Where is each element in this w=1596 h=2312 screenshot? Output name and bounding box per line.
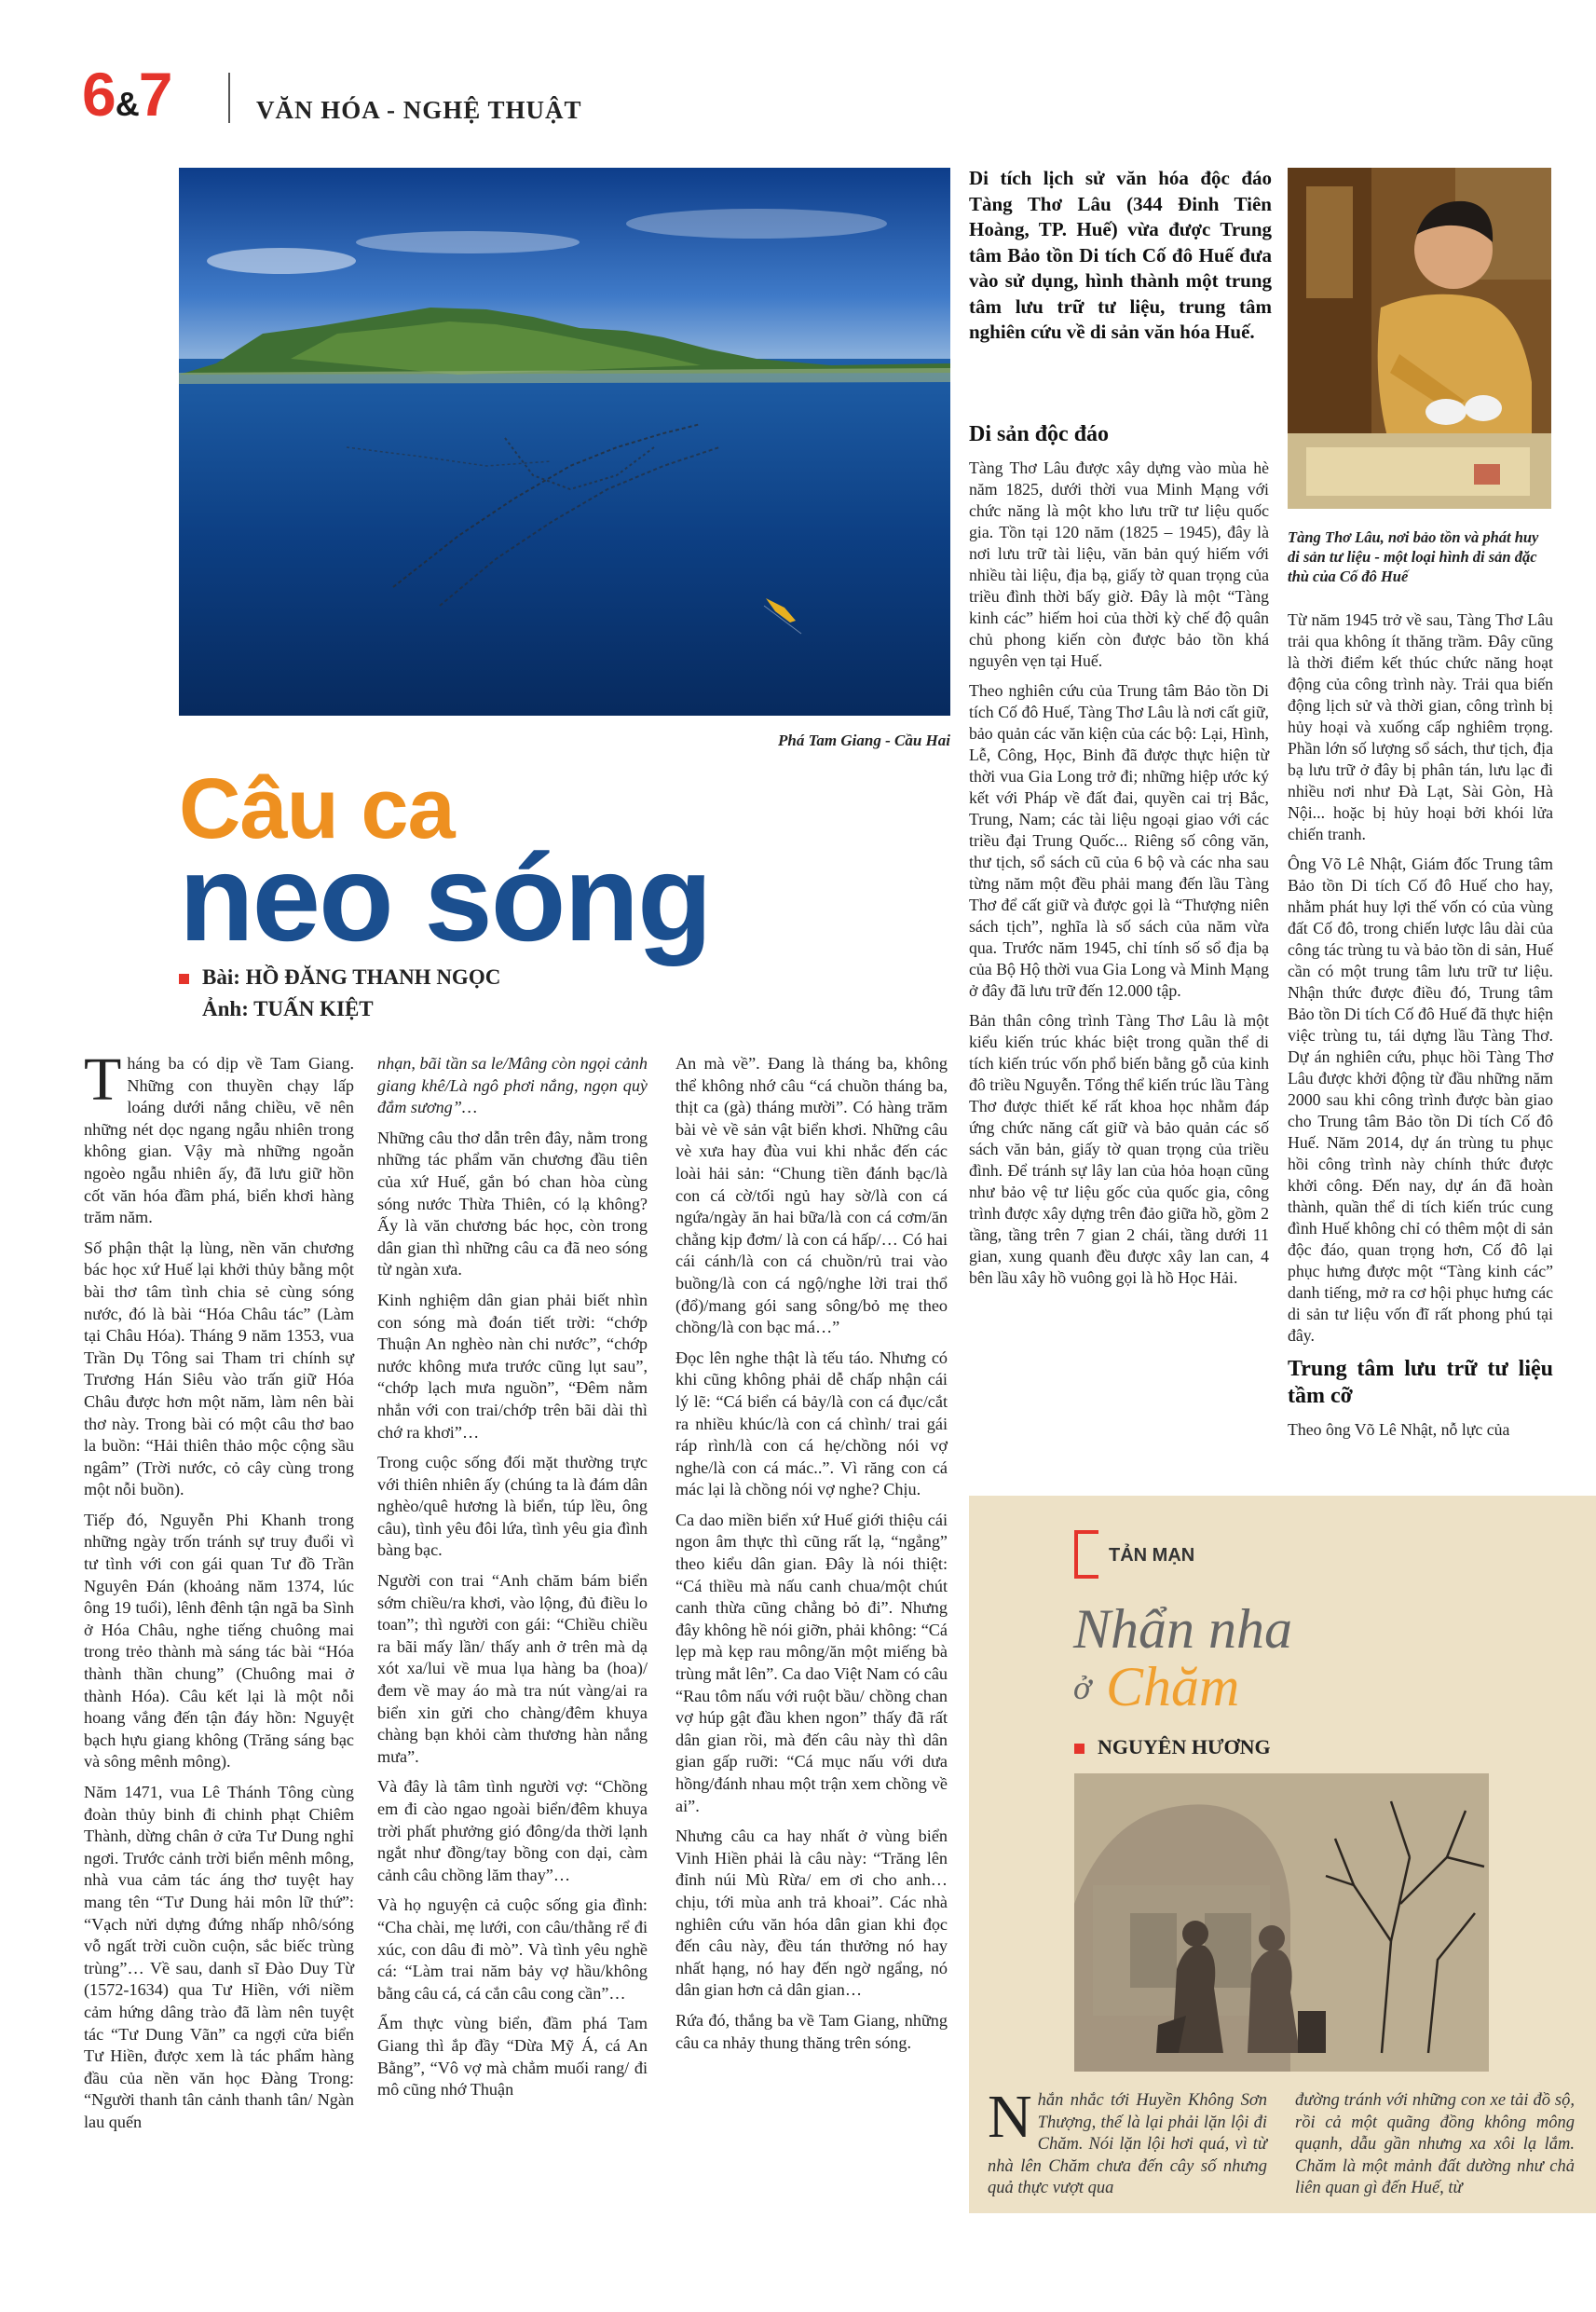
paragraph: Tàng Thơ Lâu được xây dựng vào mùa hè năm 1825, dưới thời vua Minh Mạng với chức năng là một kho lưu trữ tư liệu quốc gia. Tồn tại 120 năm (1825 – 1945), đây là nơi lưu trữ tài liệu, văn bản quý hiếm với nhiều tài liệu, địa bạ, giấy tờ quan trọng của triều đình thời bấy giờ. Đây là một “Tàng kinh các” hiếm hoi của thời kỳ chế độ quân chủ phong kiến còn được bảo tồn khá nguyên vẹn tại Huế.: [969, 458, 1269, 670]
paragraph: Số phận thật lạ lùng, nền văn chương bác học xứ Huế lại khởi thủy bằng một bài thơ tâm tình chia sẻ cùng sóng nước, đó là bài “Hóa Châu tác” (Làm tại Châu Hóa). Tháng 9 năm 1353, vua Trần Dụ Tông sai Tham tri chính sự Trương Hán Siêu vào trấn giữ Hóa Châu được hơn một năm, làm nên bài thơ này. Trong bài có một câu thơ bao la buồn: “Hải thiên thảo mộc cộng sầu ngâm” (Trời nước, cỏ cây cùng trong một nỗi buồn).: [84, 1238, 354, 1499]
page-number-amp: &: [115, 85, 139, 123]
archive-photo-caption: Tàng Thơ Lâu, nơi bảo tồn và phát huy di sản tư liệu - một loại hình di sản đặc thù của Cố đô Huế: [1288, 528, 1539, 585]
paragraph: [84, 1046, 354, 1229]
paragraph: Theo nghiên cứu của Trung tâm Bảo tồn Di tích Cố đô Huế, Tàng Thơ Lâu là nơi cất giữ, bảo quản các văn kiện của các bộ: Lại, Hình, Lễ, Công, Học, Binh đã được thực hiện từ thời vua Gia Long trở đi; những hiệp ước ký kết với Pháp về đất đai, quyền cai trị Bắc, Trung, Nam; các tài liệu ngoại giao với các triều đại Trung Quốc... Riêng số công văn, thư tịch, sổ sách cũ của 6 bộ và các nha sau từng năm một đều phải mang đến lầu Tàng Thơ để cất giữ và được gọi là “Thượng niên sách tịch”, nghĩa là số sách của năm vừa qua. Trước năm 1945, chỉ tính số sổ địa bạ của Bộ Hộ thời vua Gia Long và Minh Mạng ở đây đã lưu trữ đến 12.000 tập.: [969, 681, 1269, 1000]
tan-man-title-o: ở: [1073, 1669, 1092, 1706]
tan-man-illustration-image: [1074, 1773, 1489, 2072]
lagoon-photo-caption: Phá Tam Giang - Cầu Hai: [778, 732, 950, 749]
section-title: VĂN HÓA - NGHỆ THUẬT: [256, 96, 582, 124]
paragraph: Nhưng câu ca hay nhất ở vùng biển Vinh Hiền phải là câu này: “Trăng lên đỉnh núi Mù Rừa/ em ơi cho anh… chịu, tới mùa anh trả khoai”. Các nhà nghiên cứu văn hóa dân gian khi đọc đến câu này, đều tán thưởng nó hay nhất hạng, nó hay đến ngờ ngẩng, nó dân gian hơn cả dân gian…: [675, 1826, 948, 2000]
paragraph: Tiếp đó, Nguyễn Phi Khanh trong những ngày trốn tránh sự truy đuổi vì tư tình với con gái quan Tư đồ Trần Nguyên Đán (khoảng năm 1374, lúc ông 19 tuổi), lênh đênh tận ngã ba Sình ở Hóa Châu, nghe tiếng chuông mai trong trẻo thành mà sáng tác bài “Hóa thành thần chung” (Chuông mai ở thành Hóa). Câu kết lại là một nỗi hoang vắng đến tận đáy hồn: Nguyệt bạch hựu giang không (Trăng sáng bạc và sông mênh mông).: [84, 1510, 354, 1772]
byline-photo: Ảnh: TUẤN KIỆT: [202, 997, 374, 1020]
paragraph: [377, 1053, 648, 1119]
paragraph: Theo ông Võ Lê Nhật, nỗ lực của: [1288, 1420, 1510, 1439]
sidebar-subhead-1: Di sản độc đáo: [969, 422, 1110, 446]
paragraph: Người con trai “Anh chăm bám biển sớm chiều/ra khơi, vào lộng, đủ điều lo toan”; thì người con gái: “Chiều chiều ra bãi mấy lần/ thấy anh ở trên mà dạ xót xa/lui về mua lụa hàng ba (hoa)/đem về may áo mà tra nút vàng/ai ra biển xin gửi cho chàng/đêm khuya chàng bạn khỏi càm thương hàn nắng mưa”.: [377, 1571, 648, 1766]
lagoon-photo: [179, 168, 950, 716]
tan-man-text-col-1: [988, 2083, 1267, 2200]
article-column-1: [84, 1046, 354, 2142]
tan-man-text-col-2: đường tránh với những con xe tải đồ sộ, rồi cả một quãng đồng không mông quạnh, dẫu gần nhưng xa xôi lạ lắm. Chăm là một mảnh đất dường như chả liên quan gì đến Huế, từ: [1295, 2091, 1575, 2197]
article-byline: [179, 962, 500, 1025]
article-column-2: [377, 1053, 648, 2110]
tan-man-illustration: [1074, 1773, 1489, 2072]
bullet-square: [1074, 1744, 1084, 1754]
paragraph: Từ năm 1945 trở về sau, Tàng Thơ Lâu trải qua không ít thăng trầm. Đây cũng là thời điểm kết thúc chức năng hoạt động của công trình này. Trải qua biến động lịch sử và thời gian, công trình bị hủy hoại và xuống cấp nghiêm trọng. Phần lớn số lượng sổ sách, thư tịch, địa bạ lưu trữ ở đây bị phân tán, lưu lạc đi nhiều nơi như Đà Lạt, Sài Gòn, Hà Nội... hoặc bị hủy hoại bởi khói lửa chiến tranh.: [1288, 610, 1553, 843]
page-number-left: 6: [82, 60, 116, 129]
sidebar-column-a: [969, 421, 1269, 1297]
tan-man-title-line1: Nhẩn nha: [1073, 1598, 1293, 1660]
paragraph: Ca dao miền biển xứ Huế giới thiệu cái ngon âm thực thì cũng rất lạ, “ngẳng” theo kiểu dân gian. Đây là nói thiệt: “Cá thiều mà nấu canh chua/một chút canh thừa cũng chẳng bỏ đi”. Nhưng đây không hề nói giỡn, phải không: “Cá lẹp mà kẹp rau mông/ăn một miếng bà trùng mắt lên”. Ca dao Việt Nam có câu “Rau tôm nấu với ruột bầu/ chồng chan vợ húp gật đầu khen ngon” thấy đã rất dân gian rồi, mà đến câu này thì dân gian gấp ruỡi: “Cá mục nấu với dưa hồng/đánh nhau một trận xem chồng về ai”.: [675, 1510, 948, 1815]
paragraph: Đọc lên nghe thật là tếu táo. Nhưng có khi cũng không phải dễ chấp nhận cái lý lẽ: “Cá biển cá bảy/là con cá đục/cắt ra nhiều khúc/là con cá chình/ trai gái ráp rình/là con cá hẹ/chồng nói vợ nghe/là con cá mác..”. Vì răng con cá mác lại là chồng nói vợ nghe? Chịu.: [675, 1348, 948, 1499]
page-number: [82, 60, 172, 129]
page-number-right: 7: [138, 60, 172, 129]
tan-man-bracket: [1074, 1530, 1098, 1579]
tan-man-author: [1074, 1735, 1271, 1759]
paragraph: Những câu thơ dẫn trên đây, nằm trong những tác phẩm văn chương đầu tiên của xứ Huế, gắn bó chan hòa cùng sóng nước Thừa Thiên, có lạ không? Ấy là văn chương bác học, còn trong dân gian thì những câu ca đã neo sóng từ ngàn xưa.: [377, 1128, 648, 1279]
bullet-square: [179, 974, 189, 984]
paragraph-text: nhạn, bãi tần sa le/Mâng còn ngọi cảnh giang khê/Là ngô phơi nắng, ngọn quỳ đắm sương”…: [377, 1054, 648, 1117]
sidebar-lead: Di tích lịch sử văn hóa độc đáo Tàng Thơ Lâu (344 Đinh Tiên Hoàng, TP. Huế) vừa được Trung tâm Bảo tồn Di tích Cố đô Huế đưa vào sử dụng, hình thành một trung tâm lưu trữ tư liệu, trung tâm nghiên cứu về di sản văn hóa Huế.: [969, 167, 1272, 343]
paragraph: Rứa đó, thắng ba về Tam Giang, những câu ca nhảy thung thăng trên sóng.: [675, 2010, 948, 2052]
paragraph: Bản thân công trình Tàng Thơ Lâu là một kiểu kiến trúc khác biệt trong quần thể di tích kiến trúc vốn phổ biến bằng gỗ của kinh đô triều Nguyễn. Tổng thể kiến trúc lầu Tàng Thơ được thiết kế rất khoa học nhằm đáp ứng chức năng cất giữ và bảo quản các số sách văn bản, giấy tờ quan trọng của triều đình. Để tránh sự lây lan của hỏa hoạn cũng như bảo vệ tư liệu gốc của quốc gia, công trình được xây dựng trên đảo giữa hồ, gồm 2 tầng, tầng trên 7 gian 2 chái, tầng dưới 11 gian, xung quanh đều được xây lan can, 4 bên lầu xây hồ vuông gọi là hồ Học Hải.: [969, 1011, 1269, 1287]
archive-photo-image: [1288, 168, 1551, 509]
tan-man-text-1: hắn nhắc tới Huyền Không Sơn Thượng, thế là lại phải lặn lội đi Chăm. Nói lặn lội hơi quá, vì từ nhà lên Chăm chưa đến cây số nhưng quả thực vượt qua: [988, 2091, 1267, 2197]
drop-cap: N: [988, 2083, 1032, 2151]
sidebar-subhead-2: Trung tâm lưu trữ tư liệu tầm cỡ: [1288, 1357, 1553, 1408]
byline-author: Bài: HỒ ĐĂNG THANH NGỌC: [202, 965, 501, 989]
paragraph: Ông Võ Lê Nhật, Giám đốc Trung tâm Bảo tồn Di tích Cố đô Huế cho hay, nhằm phát huy lợi thế vốn có của vùng đất Cố đô, trong chiến lược lâu dài của công tác trùng tu và bảo tồn di sản, Huế cần có một trung tâm lưu trữ tư liệu. Nhận thức được điều đó, Trung tâm Bảo tồn Di tích Cố đô Huế đã thực hiện việc trùng tu, tái dựng lầu Tàng Thơ. Dự án nghiên cứu, phục hồi Tàng Thơ Lâu được khởi động từ đầu những năm 2000 sau khi công trình được bàn giao cho Trung tâm Bảo tồn Di tích Cố đô Huế. Năm 2014, dự án trùng tu phục hồi công trình này chính thức được khởi công. Đến nay, dự án đã hoàn thành, quần thể di tích kiến trúc cung đình Huế không chỉ có thêm một di sản độc đáo, quan trọng hơn, Cố đô lại phục hưng được một “Tàng kinh các” danh tiếng, mở ra cơ hội phục hưng các di sản tư liệu vốn đĩ rất phong phú tại đây.: [1288, 855, 1553, 1345]
article-column-3: [675, 1053, 948, 2062]
paragraph: Kinh nghiệm dân gian phải biết nhìn con sóng mà đoán tiết trời: “chớp Thuận An nghèo nàn chi nước”, “chớp nước không mưa trước cũng lụt sau”, “chớp lạch mưa nguồn”, “Đêm nằm nhắn với con trai/chớp trên bãi dài thì chớ ra khơi”…: [377, 1290, 648, 1442]
header-divider: [228, 73, 230, 123]
paragraph: Và họ nguyện cả cuộc sống gia đình: “Cha chài, mẹ lưới, con câu/thằng rể đi xúc, con dâu đi mò”. Và tình yêu nghề cá: “Làm trai năm bảy vợ hầu/không bằng câu cá, cá cắn câu cong cần”…: [377, 1895, 648, 2003]
article-title-line2: neo sóng: [179, 829, 711, 966]
paragraph: Và đây là tâm tình người vợ: “Chồng em đi cào ngao ngoài biển/đêm khuya trời phất phưởng gió đông/da thời lạnh ngắt như đồng/tay bồng con dại, càm cảnh câu chồng lăm thay”…: [377, 1777, 648, 1884]
paragraph: Trong cuộc sống đối mặt thường trực với thiên nhiên ấy (chúng ta là đám dân nghèo/quê hương là biển, túp lều, ông câu), tình yêu đôi lứa, tình yêu gia đình bàng bạc.: [377, 1453, 648, 1560]
paragraph: Năm 1471, vua Lê Thánh Tông cùng đoàn thủy binh đi chinh phạt Chiêm Thành, dừng chân ở cửa Tư Dung nghỉ ngơi. Trước cảnh trời biển mênh mông, nhà vua cảm tác áng thơ tuyệt hay mang tên “Tư Dung hải môn lữ thứ”: “Vạch nửi dựng đứng nhấp nhô/sóng vỗ ngất trời cuồn cuộn, sắc biếc trùng trùng”… Về sau, danh sĩ Đào Duy Từ (1572-1634) qua Tư Hiền, với niềm cảm hứng dâng trào đã làm nên tuyệt tác “Tư Dung Vãn” ca ngợi cửa biển Tư Hiền, được xem là tác phẩm hàng đầu của nền văn học Đàng Trong: “Người thanh tân cảnh thanh tân/ Ngàn lau quến: [84, 1783, 354, 2131]
archive-photo: [1288, 168, 1551, 509]
paragraph-text: háng ba có dịp về Tam Giang. Những con thuyền chạy lấp loáng dưới nắng chiều, vẽ nên những nét dọc ngang ngẫu nhiên trong không gian. Vậy mà những ngoằn ngoèo ngẫu nhiên ấy, đã lưu giữ hồn cốt văn hóa đầm phá, biển khơi hàng trăm năm.: [84, 1054, 354, 1227]
tan-man-author-name: NGUYÊN HƯƠNG: [1098, 1735, 1271, 1758]
drop-cap: T: [84, 1046, 122, 1114]
tan-man-label: TẢN MẠN: [1109, 1545, 1195, 1566]
paragraph: Ẩm thực vùng biển, đầm phá Tam Giang thì ắp đầy “Dừa Mỹ Á, cá An Bằng”, “Vô vợ mà chẳm muối rang/ đi mô cũng nhớ Thuận: [377, 2014, 648, 2100]
sidebar-column-b: [1288, 609, 1553, 1449]
paragraph: An mà về”. Đang là tháng ba, không thể không nhớ câu “cá chuồn tháng ba, thịt ca (gà) tháng mười”. Có hàng trăm bài vè về sản vật biển khơi. Những câu vè xưa hay đùa vui khi nhắc đến các loài hải sản: “Chung tiền đánh bạc/là con cá cờ/tối ngủ hay sờ/là con cá ngứa/ngày ăn hai bữa/là con cá cơm/ăn chẳng kịp đơm/ là con cá hấp/… Có hai cái cánh/là con cá chuồn/rủ trai vào buồng/là con cá ngộ/nghe lời trai thổ (đổ)/mang gói sang sông/bỏ mẹ theo chồng/là con bạc má…”: [675, 1054, 948, 1337]
article-title-line1: Câu ca: [179, 761, 455, 856]
lagoon-photo-image: [179, 168, 950, 716]
tan-man-title-line2: Chăm: [1106, 1656, 1240, 1717]
